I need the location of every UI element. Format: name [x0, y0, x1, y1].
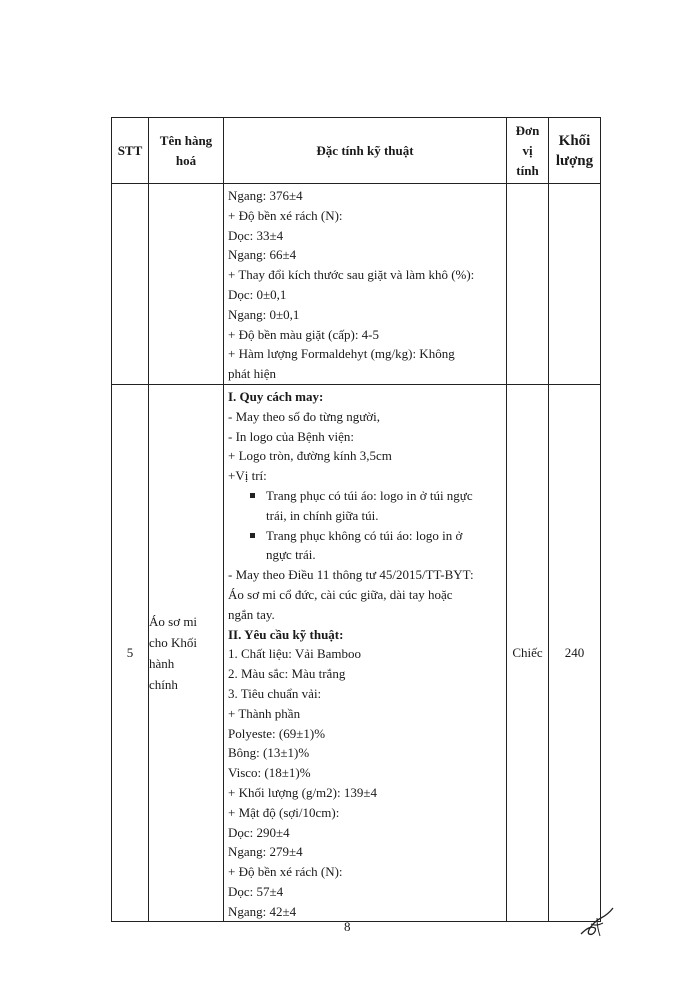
spec-line: + Thay đổi kích thước sau giặt và làm khô (%): — [228, 267, 475, 283]
spec-line: +Vị trí: — [228, 468, 267, 484]
row1-spec — [224, 184, 507, 385]
spec-line: + Thành phần — [228, 705, 301, 721]
row1-spec-lines — [224, 184, 506, 384]
spec-line: ngắn tay. — [228, 606, 275, 622]
row2-name — [149, 384, 224, 922]
row2-qty: 240 — [549, 384, 601, 922]
spec-line: Ngang: 376±4 — [228, 188, 303, 203]
spec-line: + Độ bền màu giặt (cấp): 4-5 — [228, 326, 380, 342]
row2-spec — [224, 384, 507, 922]
spec-line: 3. Tiêu chuẩn vải: — [228, 685, 322, 701]
spec-line: Ngang: 42±4 — [228, 903, 297, 919]
bullet-item — [228, 526, 502, 546]
table-header-row — [112, 118, 601, 184]
header-unit-line: Đơn — [515, 122, 540, 138]
spec-line: Ngang: 0±0,1 — [228, 306, 300, 322]
bullet-text: Trang phục có túi áo: logo in ở túi ngực — [266, 487, 473, 503]
spec-line: Bông: (13±1)% — [228, 745, 310, 761]
spec-line: - In logo của Bệnh viện: — [228, 428, 354, 444]
item-name-line: Áo sơ mi — [149, 614, 198, 630]
bullet-text: Trang phục không có túi áo: logo in ở — [266, 527, 463, 543]
spec-line: 1. Chất liệu: Vải Bamboo — [228, 646, 361, 662]
row1-qty — [549, 184, 601, 385]
header-name — [149, 118, 224, 184]
spec-line: Dọc: 0±0,1 — [228, 286, 287, 302]
signature-icon — [577, 906, 615, 940]
spec-line: + Logo tròn, đường kính 3,5cm — [228, 448, 392, 464]
spec-line: Áo sơ mi cổ đức, cài cúc giữa, dài tay hoặc — [228, 586, 453, 602]
bullet-item — [228, 486, 502, 506]
spec-line: + Mật độ (sợi/10cm): — [228, 804, 340, 820]
row2-stt: 5 — [112, 384, 149, 922]
spec-line: Dọc: 57±4 — [228, 883, 284, 899]
spec-line: 2. Màu sắc: Màu trắng — [228, 666, 346, 682]
row1-unit — [507, 184, 549, 385]
spec-line: + Độ bền xé rách (N): — [228, 207, 343, 223]
header-spec: Đặc tính kỹ thuật — [224, 118, 507, 184]
spec-line: Dọc: 33±4 — [228, 227, 284, 243]
spec-line: Visco: (18±1)% — [228, 765, 311, 781]
header-unit — [507, 118, 549, 184]
header-unit-line: tính — [516, 162, 539, 178]
spec-line: Dọc: 290±4 — [228, 824, 290, 840]
header-qty-line: lượng — [555, 152, 594, 169]
item-name-line: chính — [149, 677, 178, 693]
item-name-line: hành — [149, 656, 175, 672]
spec-line: + Hàm lượng Formaldehyt (mg/kg): Không — [228, 346, 455, 362]
table-row — [112, 184, 601, 385]
header-unit-line: vị — [522, 142, 533, 158]
spec-line: phát hiện — [228, 366, 277, 382]
spec-line: Ngang: 279±4 — [228, 844, 303, 860]
spec-line: + Độ bền xé rách (N): — [228, 864, 343, 880]
row2-spec-lines — [224, 385, 506, 922]
bullet-text-cont: trái, in chính giữa túi. — [266, 507, 379, 523]
section-title: I. Quy cách may: — [228, 388, 324, 404]
spec-line: Polyeste: (69±1)% — [228, 725, 326, 741]
row1-stt — [112, 184, 149, 385]
row1-name — [149, 184, 224, 385]
item-name-line: cho Khối — [149, 635, 198, 651]
bullet-text-cont: ngực trái. — [266, 547, 316, 563]
header-name-line: hoá — [175, 152, 197, 168]
spec-line: - May theo số đo từng người, — [228, 408, 381, 424]
spec-table — [111, 117, 601, 922]
header-qty — [549, 118, 601, 184]
spec-line: - May theo Điều 11 thông tư 45/2015/TT-BYT: — [228, 567, 474, 583]
section-title: II. Yêu cầu kỹ thuật: — [228, 626, 344, 642]
spec-line: + Khối lượng (g/m2): 139±4 — [228, 784, 377, 800]
header-stt: STT — [112, 118, 149, 184]
square-bullet-icon — [250, 493, 255, 498]
page-number: 8 — [344, 919, 351, 934]
header-qty-line: Khối — [558, 132, 591, 149]
row2-unit: Chiếc — [507, 384, 549, 922]
square-bullet-icon — [250, 533, 255, 538]
spec-line: Ngang: 66±4 — [228, 247, 297, 263]
table-row — [112, 384, 601, 922]
header-name-line: Tên hàng — [159, 132, 213, 148]
